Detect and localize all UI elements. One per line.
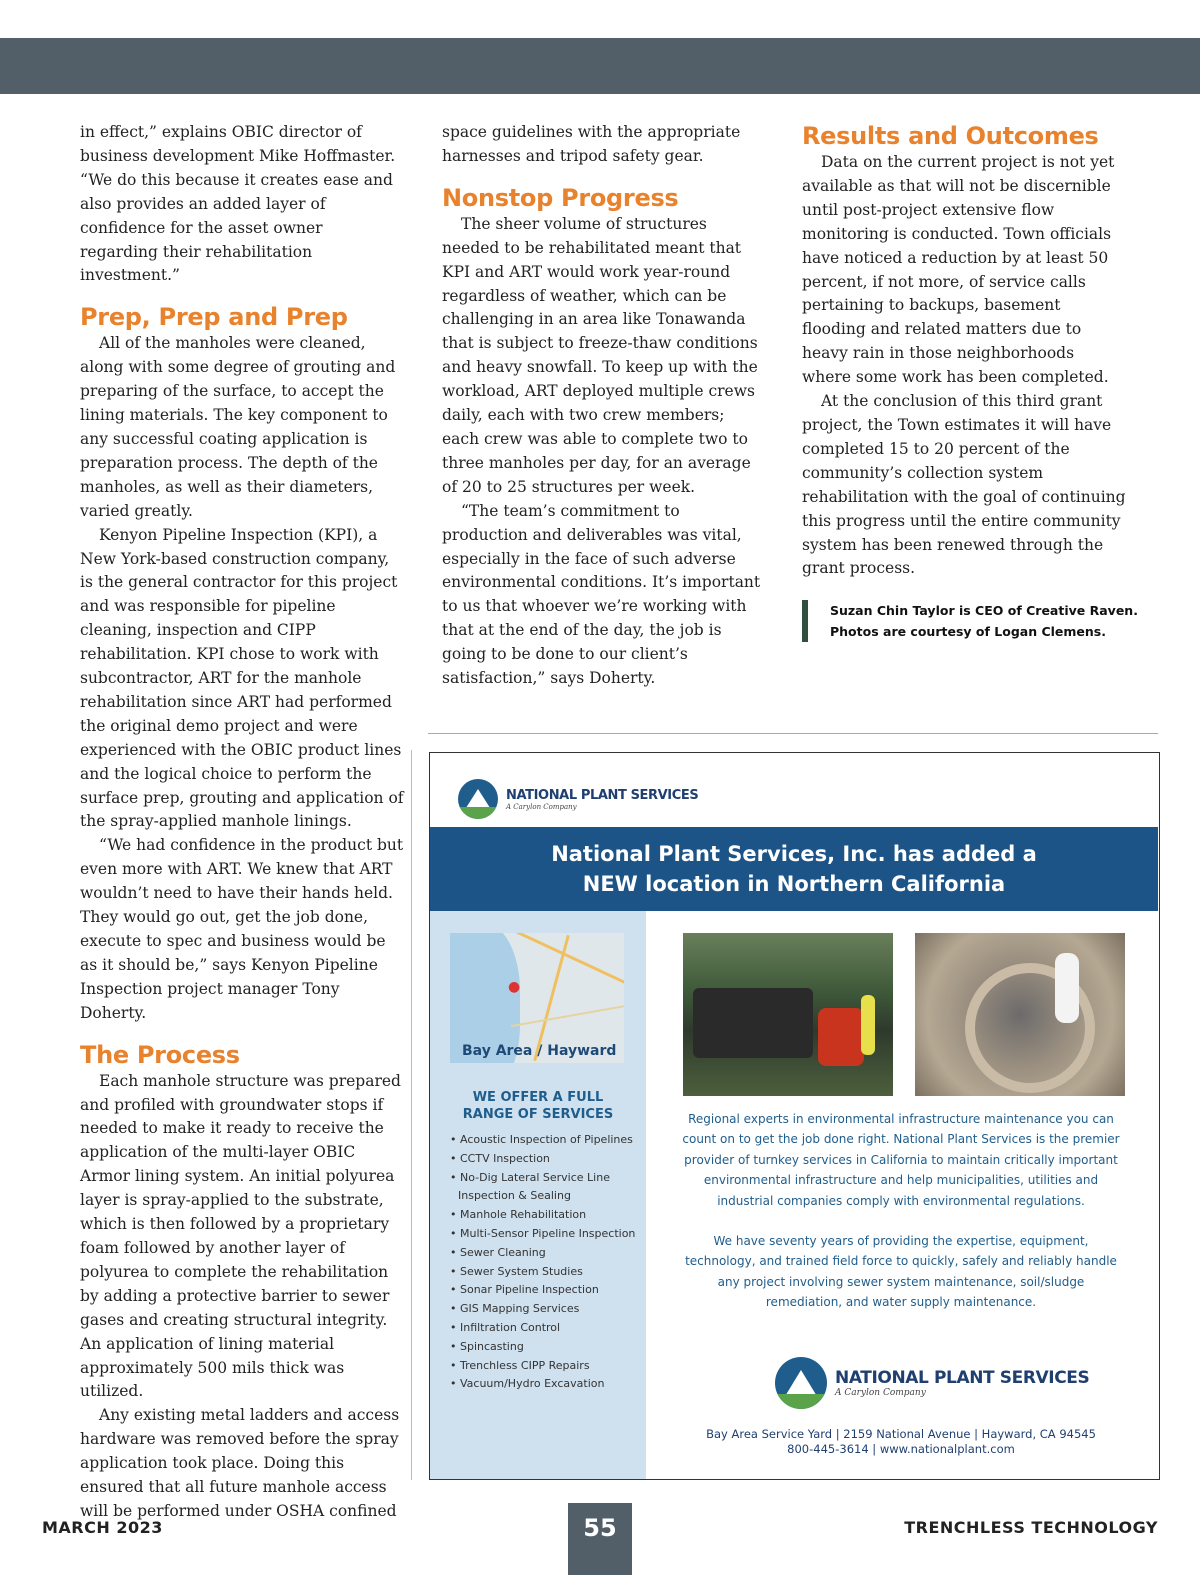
service-item: • GIS Mapping Services xyxy=(450,1302,580,1316)
service-item: • Sewer System Studies xyxy=(450,1264,583,1278)
services-heading-line-2: RANGE OF SERVICES xyxy=(462,1107,614,1122)
mountain-logo-icon xyxy=(775,1357,827,1409)
section-heading-process: The Process xyxy=(80,1040,240,1069)
paragraph: Any existing metal ladders and access hardware was removed before the spray application took place. Doing this ensured that all future manhole access will be performed under OSHA confined xyxy=(80,1406,400,1520)
paragraph: The sheer volume of structures needed to be rehabilitated meant that KPI and ART would work year-round regardless of weather, which can be challenging in an area like Tonawanda that is subject to freeze-thaw conditions and heavy snowfall. To keep up with the workload, ART deployed multiple crews daily, each with two crew members; each crew was able to complete two to three manholes per day, for an average of 20 to 25 structures per week. xyxy=(442,214,758,496)
logo-subtitle: A Carylon Company xyxy=(506,802,577,811)
ad-headline-line-1: National Plant Services, Inc. has added a xyxy=(551,842,1037,866)
advertisement[interactable] xyxy=(429,752,1160,1480)
vacuum-truck-photo xyxy=(683,933,893,1096)
service-item: • Multi-Sensor Pipeline Inspection xyxy=(450,1226,636,1240)
section-heading-nonstop: Nonstop Progress xyxy=(442,183,679,212)
ad-contact xyxy=(680,1427,1122,1457)
service-item: • CCTV Inspection xyxy=(450,1151,550,1165)
header-bar xyxy=(0,38,1200,94)
article-column-1 xyxy=(80,121,404,1524)
ad-headline-banner xyxy=(430,827,1158,911)
section-heading-results: Results and Outcomes xyxy=(802,122,1099,150)
issue-date: MARCH 2023 xyxy=(42,1518,163,1537)
map-pin-icon: ● xyxy=(508,979,521,995)
paragraph: At the conclusion of this third grant project, the Town estimates it will have completed 15 to 20 percent of the community’s collection system rehabilitation with the goal of continuing this progress until the entire community system has been renewed through the grant process. xyxy=(802,392,1126,578)
logo-subtitle: A Carylon Company xyxy=(835,1388,926,1398)
ad-address: Bay Area Service Yard | 2159 National Avenue | Hayward, CA 94545 xyxy=(706,1427,1096,1441)
service-item: • Vacuum/Hydro Excavation xyxy=(450,1377,605,1391)
logo-name: NATIONAL PLANT SERVICES xyxy=(506,787,699,803)
paragraph: “The team’s commitment to production and deliverables was vital, especially in the face of such adverse environmental conditions. It’s important to us that whoever we’re working with that at the end of the day, the job is going to be done to our client’s satisfaction,” says Doherty. xyxy=(442,501,761,688)
paragraph: “We had confidence in the product but even more with ART. We knew that ART wouldn’t need to have their hands held. They would go out, get the job done, execute to spec and business would be as it should be,” says Kenyon Pipeline Inspection project manager Tony Doherty. xyxy=(80,836,404,1022)
paragraph: Each manhole structure was prepared and profiled with groundwater stops if needed to make it ready to receive the application of the multi-layer OBIC Armor lining system. An initial polyurea layer is spray-applied to the substrate, which is then followed by a proprietary foam followed by another layer of polyurea to complete the rehabilitation by adding a protective barrier to sewer gases and creating structural integrity. An application of lining material approximately 500 mils thick was utilized. xyxy=(80,1071,401,1401)
service-item: • Trenchless CIPP Repairs xyxy=(450,1358,590,1372)
paragraph: Data on the current project is not yet available as that will not be discernible until post-project extensive flow monitoring is conducted. Town officials have noticed a reduction by at least 50 percent, if not more, of service calls pertaining to backups, basement flooding and related matters due to heavy rain in those neighborhoods where some work has been completed. xyxy=(802,153,1115,387)
services-list xyxy=(450,1131,640,1394)
service-item: • Spincasting xyxy=(450,1339,524,1353)
mountain-logo-icon xyxy=(458,779,498,819)
logo-name: NATIONAL PLANT SERVICES xyxy=(835,1368,1090,1388)
ad-headline-line-2: NEW location in Northern California xyxy=(582,872,1006,896)
map-label: Bay Area / Hayward xyxy=(462,1043,617,1059)
author-bio: Suzan Chin Taylor is CEO of Creative Raven. Photos are courtesy of Logan Clemens. xyxy=(802,600,1140,642)
article-column-3 xyxy=(802,121,1126,581)
service-item: • Manhole Rehabilitation xyxy=(450,1208,587,1222)
ad-description-2: We have seventy years of providing the expertise, equipment, technology, and trained field force to quickly, safely and reliably handle any project involving sewer system maintenance, soil/sludge remediation, and water supply maintenance. xyxy=(685,1234,1117,1310)
paragraph: space guidelines with the appropriate harnesses and tripod safety gear. xyxy=(442,123,741,165)
ad-phone-web[interactable]: 800-445-3614 | www.nationalplant.com xyxy=(787,1442,1015,1456)
article-column-2 xyxy=(442,121,764,691)
service-item: • Sonar Pipeline Inspection xyxy=(450,1283,599,1297)
paragraph: All of the manholes were cleaned, along with some degree of grouting and preparing of the surface, to accept the lining materials. The key component to any successful coating application is preparation process. The depth of the manholes, as well as their diameters, varied greatly. xyxy=(80,334,396,520)
publication-name: TRENCHLESS TECHNOLOGY xyxy=(904,1518,1158,1537)
location-map xyxy=(450,933,624,1063)
services-heading xyxy=(430,1089,646,1123)
horizontal-divider xyxy=(428,733,1158,734)
column-divider xyxy=(411,750,412,1480)
manhole-worker-photo xyxy=(915,933,1125,1096)
services-heading-line-1: WE OFFER A FULL xyxy=(472,1090,604,1105)
paragraph: in effect,” explains OBIC director of business development Mike Hoffmaster. “We do this because it creates ease and also provides an added layer of confidence for the asset owner regarding their rehabilitation investment.” xyxy=(80,123,396,285)
company-logo-large xyxy=(775,1357,1089,1409)
ad-sidebar xyxy=(430,911,646,1479)
company-logo xyxy=(458,779,698,819)
service-item: • Sewer Cleaning xyxy=(450,1245,546,1259)
service-item: • No-Dig Lateral Service Line Inspection & Sealing xyxy=(450,1170,610,1203)
page-number: 55 xyxy=(568,1503,632,1575)
paragraph: Kenyon Pipeline Inspection (KPI), a New York-based construction company, is the general contractor for this project and was responsible for pipeline cleaning, inspection and CIPP rehabilitation. KPI chose to work with subcontractor, ART for the manhole rehabilitation since ART had performed the original demo project and were experienced with the OBIC product lines and the logical choice to perform the surface prep, grouting and application of the spray-applied manhole linings. xyxy=(80,525,404,831)
service-item: • Acoustic Inspection of Pipelines xyxy=(450,1133,633,1146)
ad-description-1: Regional experts in environmental infrastructure maintenance you can count on to get the job done right. National Plant Services is the premier provider of turnkey services in California to maintain critically important environmental infrastructure and help municipalities, utilities and industrial companies comply with environmental regulations. xyxy=(682,1112,1120,1208)
ad-description xyxy=(680,1109,1122,1333)
section-heading-prep: Prep, Prep and Prep xyxy=(80,303,348,332)
service-item: • Infiltration Control xyxy=(450,1320,561,1334)
